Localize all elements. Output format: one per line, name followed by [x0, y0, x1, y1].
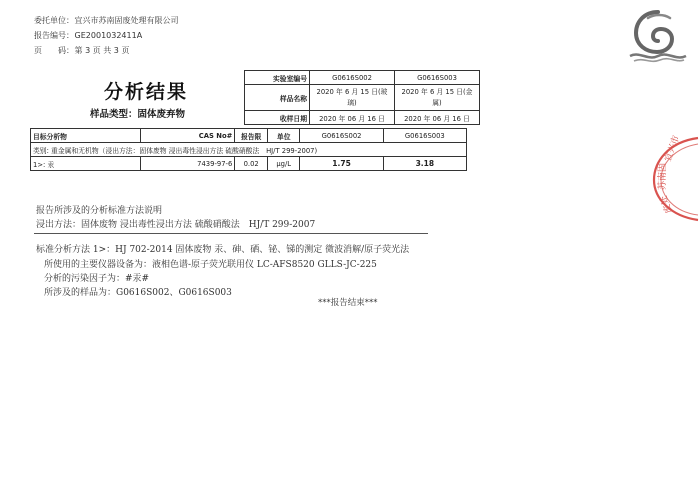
notes-heading: 报告所涉及的分析标准方法说明 — [36, 206, 163, 216]
analysis-method: 标准分析方法 1>：HJ 702-2014 固体废物 汞、砷、硒、铋、锑的测定 微波消解/原子荧光法 — [36, 245, 410, 255]
col-cas: CAS No# — [140, 129, 235, 143]
report-no-value: GE2001032411A — [74, 31, 143, 40]
svg-text:废处: 废处 — [659, 194, 675, 215]
samples-involved: 所涉及的样品为：G0616S002、G0616S003 — [44, 288, 232, 298]
result-value-1: 1.75 — [300, 157, 383, 171]
report-no-line — [34, 30, 142, 41]
sample-name-label: 样品名称 — [245, 85, 310, 111]
svg-text:苏南固: 苏南固 — [658, 162, 668, 190]
received-date-1: 2020 年 06 月 16 日 — [310, 111, 395, 125]
received-date-label: 收样日期 — [245, 111, 310, 125]
svg-text:宜兴市: 宜兴市 — [663, 134, 683, 164]
sample-type: 样品类型：固体废弃物 — [90, 109, 186, 120]
company-logo-icon — [626, 6, 690, 64]
result-table — [30, 128, 467, 171]
sample-name-2: 2020 年 6 月 15 日(金属) — [395, 85, 480, 111]
sample-name-1: 2020 年 6 月 15 日(玻璃) — [310, 85, 395, 111]
divider — [34, 233, 428, 234]
client-value: 宜兴市苏南固废处理有限公司 — [74, 16, 179, 25]
leaching-method: 浸出方法：固体废物 浸出毒性浸出方法 硫酸硝酸法 HJ/T 299-2007 — [36, 220, 316, 230]
col-unit: 单位 — [268, 129, 300, 143]
client-label: 委托单位： — [34, 16, 74, 25]
company-seal-stamp — [640, 132, 700, 224]
lab-no-label: 实验室编号 — [245, 71, 310, 85]
pollutant-factor: 分析的污染因子为：#汞# — [44, 274, 150, 284]
report-end-marker: ***报告结束*** — [318, 298, 378, 308]
analyte-name: 1>: 汞 — [31, 157, 141, 171]
page-title: 分析结果 — [104, 81, 189, 103]
lab-no-1: G0616S002 — [310, 71, 395, 85]
category-text: 类别: 重金属和无机物（浸出方法：固体废物 浸出毒性浸出方法 硫酸硝酸法 HJ/T 299-2007) — [31, 143, 467, 157]
col-analyte: 目标分析物 — [31, 129, 141, 143]
analyte-cas: 7439-97-6 — [140, 157, 235, 171]
report-no-label: 报告编号： — [34, 31, 74, 40]
table-row — [31, 157, 467, 171]
page-number-line — [34, 45, 129, 56]
received-date-2: 2020 年 06 月 16 日 — [395, 111, 480, 125]
client-line — [34, 15, 179, 26]
instrument: 所使用的主要仪器设备为：液相色谱-原子荧光联用仪 LC-AFS8520 GLLS-JC-225 — [44, 260, 377, 270]
lab-no-2: G0616S003 — [395, 71, 480, 85]
result-value-2: 3.18 — [383, 157, 466, 171]
page-label: 页 码： — [34, 46, 74, 55]
analyte-unit: μg/L — [268, 157, 300, 171]
result-header-row — [31, 129, 467, 143]
col-sample-1: G0616S002 — [300, 129, 383, 143]
col-report-limit: 报告限 — [235, 129, 268, 143]
page-value: 第 3 页 共 3 页 — [74, 46, 130, 55]
analyte-limit: 0.02 — [235, 157, 268, 171]
col-sample-2: G0616S003 — [383, 129, 466, 143]
category-row — [31, 143, 467, 157]
sample-meta-table — [244, 70, 480, 125]
